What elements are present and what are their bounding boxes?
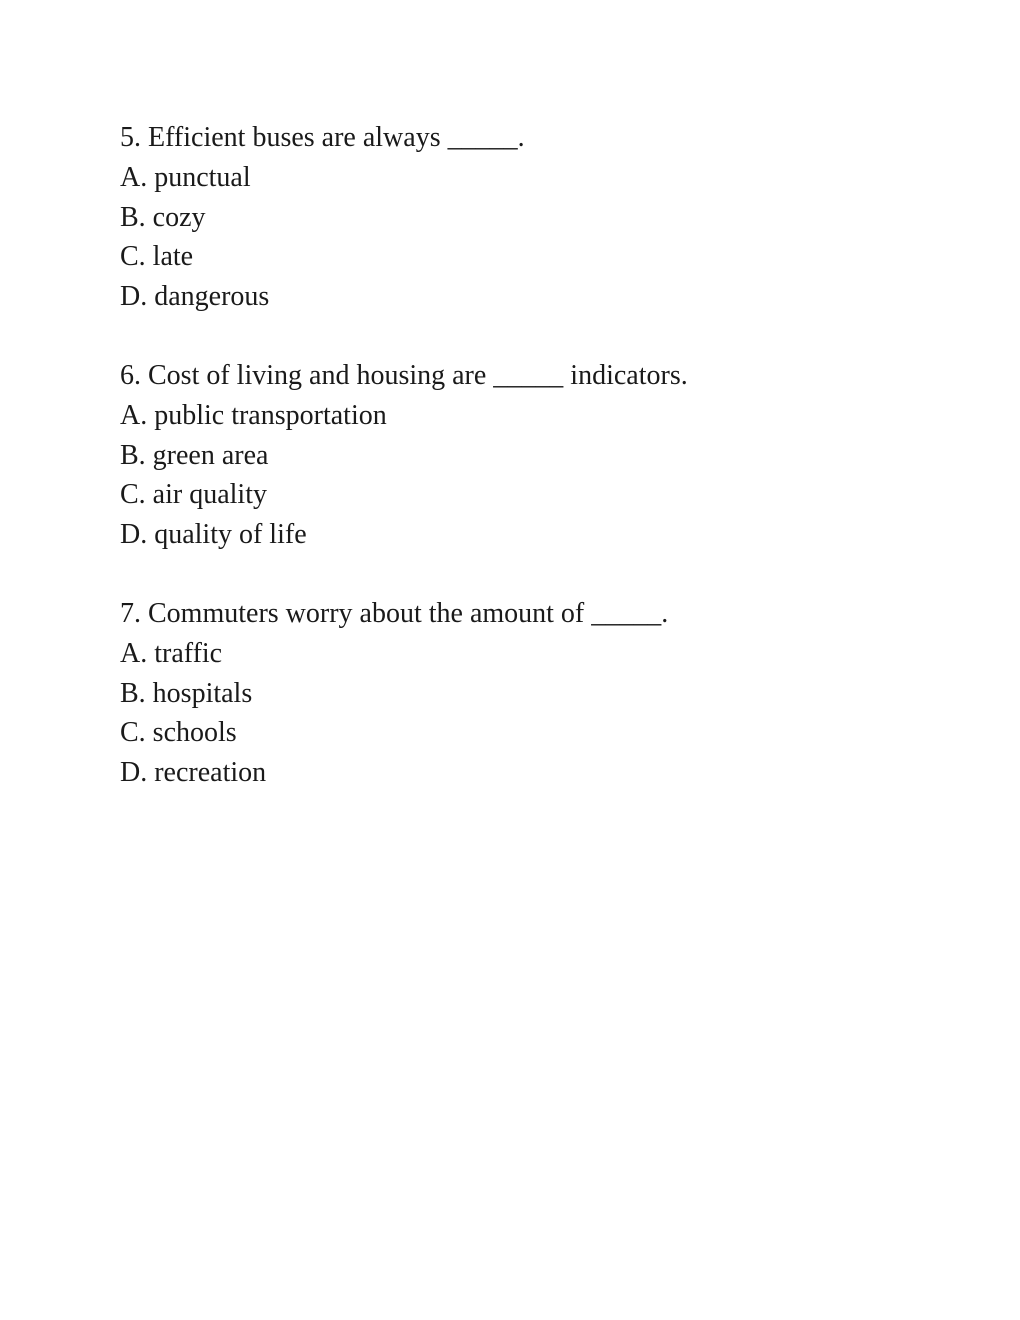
option-a: A. punctual (120, 161, 251, 193)
question-7 (120, 594, 920, 793)
option-c: C. air quality (120, 479, 267, 511)
question-6 (120, 356, 920, 555)
option-d: D. recreation (120, 757, 267, 789)
option-b: B. cozy (120, 201, 206, 233)
option-a: A. public transportation (120, 399, 387, 431)
option-a: A. traffic (120, 637, 223, 669)
question-stem: 6. Cost of living and housing are _____ indicators. (120, 359, 688, 391)
option-d: D. quality of life (120, 519, 307, 551)
option-d: D. dangerous (120, 281, 270, 313)
option-c: C. late (120, 241, 194, 273)
question-5 (120, 118, 920, 317)
worksheet-page (120, 118, 920, 832)
question-stem: 5. Efficient buses are always _____. (120, 122, 525, 153)
option-c: C. schools (120, 717, 237, 749)
question-stem: 7. Commuters worry about the amount of _____. (120, 597, 669, 629)
option-b: B. green area (120, 439, 269, 471)
option-b: B. hospitals (120, 677, 253, 709)
